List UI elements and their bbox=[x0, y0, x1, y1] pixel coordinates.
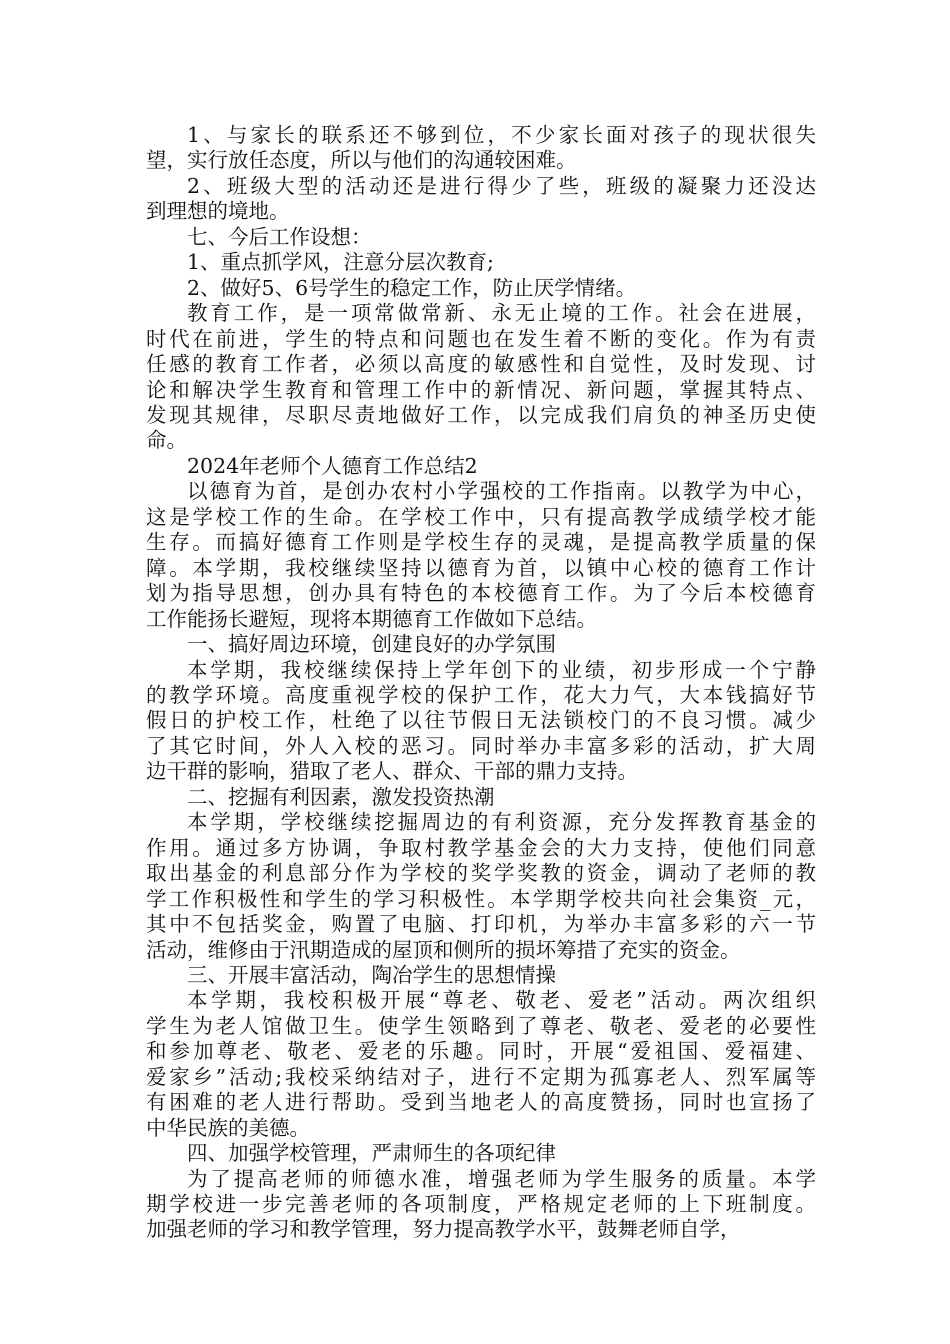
text-line: 假日的护校工作，杜绝了以往节假日无法锁校门的不良习惯。减少 bbox=[146, 708, 816, 733]
paragraph bbox=[146, 454, 816, 479]
text-line: 有困难的老人进行帮助。受到当地老人的高度赞扬，同时也宣扬了 bbox=[146, 1090, 816, 1115]
paragraph bbox=[146, 810, 816, 963]
text-line: 加强老师的学习和教学管理，努力提高教学水平，鼓舞老师自学， bbox=[146, 1217, 741, 1242]
text-line: 障。本学期，我校继续坚持以德育为首，以镇中心校的德育工作计 bbox=[146, 555, 816, 580]
text-line: 了其它时间，外人入校的恶习。同时举办丰富多彩的活动，扩大周 bbox=[146, 733, 816, 758]
text-line: 三、开展丰富活动，陶冶学生的思想情操 bbox=[187, 962, 556, 987]
text-line: 到理想的境地。 bbox=[146, 199, 290, 224]
text-line: 活动，维修由于汛期造成的屋顶和侧所的损坏筹措了充实的资金。 bbox=[146, 937, 741, 962]
paragraph bbox=[146, 632, 816, 657]
text-line: 爱家乡”活动;我校采纳结对子，进行不定期为孤寡老人、烈军属等 bbox=[146, 1064, 816, 1089]
paragraph bbox=[146, 785, 816, 810]
paragraph bbox=[146, 123, 816, 174]
text-line: 划为指导思想，创办具有特色的本校德育工作。为了今后本校德育 bbox=[146, 581, 816, 606]
paragraph bbox=[146, 1167, 816, 1243]
text-line: 学生为老人馆做卫生。使学生领略到了尊老、敬老、爱老的必要性 bbox=[146, 1013, 816, 1038]
text-line: 望，实行放任态度，所以与他们的沟通较困难。 bbox=[146, 148, 577, 173]
paragraph bbox=[146, 1141, 816, 1166]
paragraph bbox=[146, 225, 816, 250]
text-line: 教育工作，是一项常做常新、永无止境的工作。社会在进展， bbox=[187, 301, 816, 326]
text-line: 一、搞好周边环境，创建良好的办学氛围 bbox=[187, 632, 556, 657]
paragraph bbox=[146, 479, 816, 632]
paragraph bbox=[146, 988, 816, 1141]
text-line: 以德育为首，是创办农村小学强校的工作指南。以教学为中心， bbox=[187, 479, 816, 504]
text-line: 学工作积极性和学生的学习积极性。本学期学校共向社会集资_元， bbox=[146, 886, 816, 911]
paragraph bbox=[146, 174, 816, 225]
text-line: 任感的教育工作者，必须以高度的敏感性和自觉性，及时发现、讨 bbox=[146, 352, 816, 377]
text-line: 七、今后工作设想： bbox=[187, 224, 372, 249]
text-line: 论和解决学生教育和管理工作中的新情况、新问题，掌握其特点、 bbox=[146, 377, 816, 402]
text-line: 和参加尊老、敬老、爱老的乐趣。同时，开展“爱祖国、爱福建、 bbox=[146, 1039, 816, 1064]
text-line: 作用。通过多方协调，争取村教学基金会的大力支持，使他们同意 bbox=[146, 835, 816, 860]
text-line: 命。 bbox=[146, 428, 187, 453]
paragraph bbox=[146, 963, 816, 988]
text-line: 期学校进一步完善老师的各项制度，严格规定老师的上下班制度。 bbox=[146, 1192, 816, 1217]
text-line: 其中不包括奖金，购置了电脑、打印机，为举办丰富多彩的六一节 bbox=[146, 912, 816, 937]
text-line: 二、挖掘有利因素，激发投资热潮 bbox=[187, 784, 495, 809]
text-line: 时代在前进，学生的特点和问题也在发生着不断的变化。作为有责 bbox=[146, 326, 816, 351]
text-line: 本学期，我校积极开展“尊老、敬老、爱老”活动。两次组织 bbox=[187, 988, 816, 1013]
text-line: 本学期，学校继续挖掘周边的有利资源，充分发挥教育基金的 bbox=[187, 810, 816, 835]
text-line: 2024年老师个人德育工作总结2 bbox=[187, 453, 478, 478]
text-line: 2、做好5、6号学生的稳定工作，防止厌学情绪。 bbox=[187, 275, 637, 300]
text-line: 边干群的影响，猎取了老人、群众、干部的鼎力支持。 bbox=[146, 759, 638, 784]
paragraph bbox=[146, 301, 816, 454]
text-line: 工作能扬长避短，现将本期德育工作做如下总结。 bbox=[146, 606, 597, 631]
paragraph bbox=[146, 276, 816, 301]
text-line: 四、加强学校管理，严肃师生的各项纪律 bbox=[187, 1141, 556, 1166]
text-line: 生存。而搞好德育工作则是学校生存的灵魂，是提高教学质量的保 bbox=[146, 530, 816, 555]
text-line: 发现其规律，尽职尽责地做好工作，以完成我们肩负的神圣历史使 bbox=[146, 402, 816, 427]
text-line: 这是学校工作的生命。在学校工作中，只有提高教学成绩学校才能 bbox=[146, 504, 816, 529]
text-line: 的教学环境。高度重视学校的保护工作，花大力气，大本钱搞好节 bbox=[146, 682, 816, 707]
text-line: 本学期，我校继续保持上学年创下的业绩，初步形成一个宁静 bbox=[187, 657, 816, 682]
text-line: 取出基金的利息部分作为学校的奖学奖教的资金，调动了老师的教 bbox=[146, 861, 816, 886]
text-line: 1、与家长的联系还不够到位，不少家长面对孩子的现状很失 bbox=[187, 123, 816, 147]
paragraph bbox=[146, 250, 816, 275]
text-line: 1、重点抓学风，注意分层次教育; bbox=[187, 250, 494, 275]
document-page bbox=[146, 123, 816, 1243]
text-line: 2、班级大型的活动还是进行得少了些，班级的凝聚力还没达 bbox=[187, 173, 816, 198]
text-line: 为了提高老师的师德水准，增强老师为学生服务的质量。本学 bbox=[187, 1166, 816, 1191]
text-line: 中华民族的美德。 bbox=[146, 1115, 310, 1140]
paragraph bbox=[146, 658, 816, 785]
